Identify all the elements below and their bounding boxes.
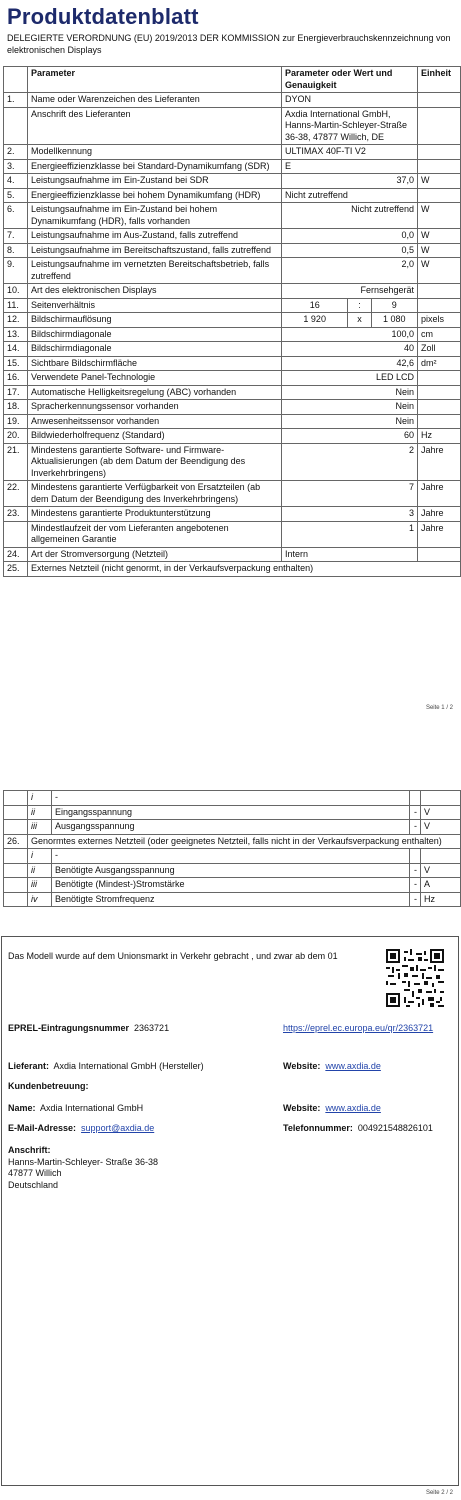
row-unit: W xyxy=(418,174,461,189)
table-row xyxy=(4,562,461,577)
row-number: 4. xyxy=(4,174,28,189)
table-row xyxy=(4,258,461,284)
website-label: Website: xyxy=(283,1061,321,1071)
table-row xyxy=(4,521,461,547)
table-row xyxy=(4,443,461,481)
row-value: Nein xyxy=(282,400,418,415)
page-number-2: Seite 2 / 2 xyxy=(425,1490,453,1496)
name-label: Name: xyxy=(8,1103,36,1113)
row-number xyxy=(4,863,28,878)
row-number xyxy=(4,820,28,835)
row-parameter: Bildschirmdiagonale xyxy=(28,327,282,342)
row-unit: cm xyxy=(418,327,461,342)
row-number: 6. xyxy=(4,203,28,229)
row-value: Nein xyxy=(282,385,418,400)
eprel-link[interactable]: https://eprel.ec.europa.eu/qr/2363721 xyxy=(283,1023,434,1033)
supplier-value: Axdia International GmbH (Hersteller) xyxy=(53,1061,204,1071)
row-number: 11. xyxy=(4,298,28,313)
row-parameter: Eingangsspannung xyxy=(52,805,410,820)
row-value: 2,0 xyxy=(282,258,418,284)
table-row xyxy=(4,791,461,806)
table-row xyxy=(4,298,461,313)
row-number: 21. xyxy=(4,443,28,481)
row-parameter: Bildschirmdiagonale xyxy=(28,342,282,357)
row-number: 13. xyxy=(4,327,28,342)
table-row xyxy=(4,385,461,400)
table-row xyxy=(4,863,461,878)
row-parameter: Leistungsaufnahme im Ein-Zustand bei SDR xyxy=(28,174,282,189)
row-number: 7. xyxy=(4,229,28,244)
row-parameter: Benötigte (Mindest-)Stromstärke xyxy=(52,878,410,893)
supplier-label: Lieferant: xyxy=(8,1061,50,1071)
row-unit: Jahre xyxy=(418,443,461,481)
row-roman: i xyxy=(28,791,52,806)
page-number: Seite 1 / 2 xyxy=(425,705,453,711)
table-row xyxy=(4,820,461,835)
row-number xyxy=(4,521,28,547)
row-parameter: Mindestlaufzeit der vom Lieferanten angebotenen allgemeinen Garantie xyxy=(28,521,282,547)
row-value: 60 xyxy=(282,429,418,444)
row-parameter: Mindestens garantierte Software- und Firmware-Aktualisierungen (ab dem Datum der Beendigung des Inverkehrbringens) xyxy=(28,443,282,481)
eprel-row xyxy=(8,1023,169,1035)
page-subtitle: DELEGIERTE VERORDNUNG (EU) 2019/2013 DER KOMMISSION zur Energieverbrauchskennzeichnung von elektronischen Displays xyxy=(7,33,451,55)
table-row xyxy=(4,229,461,244)
table-row xyxy=(4,400,461,415)
table-row xyxy=(4,547,461,562)
row-unit xyxy=(418,414,461,429)
row-unit xyxy=(418,159,461,174)
table-row xyxy=(4,805,461,820)
row-number: 14. xyxy=(4,342,28,357)
row-number: 17. xyxy=(4,385,28,400)
row-unit: A xyxy=(421,878,461,893)
row-number: 18. xyxy=(4,400,28,415)
phone-label: Telefonnummer: xyxy=(283,1123,353,1133)
value-part: 9 xyxy=(391,299,397,310)
row-parameter: Externes Netzteil (nicht genormt, in der Verkaufsverpackung enthalten) xyxy=(28,562,461,577)
row-unit xyxy=(418,145,461,160)
row-parameter: Mindestens garantierte Produktunterstützung xyxy=(28,507,282,522)
table-row xyxy=(4,414,461,429)
row-value: Nicht zutreffend xyxy=(282,203,418,229)
row-unit: Jahre xyxy=(418,507,461,522)
row-parameter: Verwendete Panel-Technologie xyxy=(28,371,282,386)
row-value: Nicht zutreffend xyxy=(282,188,418,203)
row-value: DYON xyxy=(282,93,418,108)
row-parameter: Modellkennung xyxy=(28,145,282,160)
email-link[interactable]: support@axdia.de xyxy=(81,1123,155,1133)
address-line: Deutschland xyxy=(8,1179,59,1190)
row-number: 15. xyxy=(4,356,28,371)
row-value: 2 xyxy=(282,443,418,481)
row-parameter: Benötigte Stromfrequenz xyxy=(52,892,410,907)
row-number: 5. xyxy=(4,188,28,203)
row-number xyxy=(4,849,28,864)
row-number: 23. xyxy=(4,507,28,522)
page-title: Produktdatenblatt xyxy=(7,4,199,29)
row-parameter: Energieeffizienzklasse bei Standard-Dynamikumfang (SDR) xyxy=(28,159,282,174)
row-parameter: Art des elektronischen Displays xyxy=(28,284,282,299)
value-separator: x xyxy=(348,313,371,327)
row-roman: iv xyxy=(28,892,52,907)
eprel-label: EPREL-Eintragungsnummer xyxy=(8,1023,130,1033)
row-parameter: - xyxy=(52,849,410,864)
row-number xyxy=(4,878,28,893)
row-unit: W xyxy=(418,258,461,284)
row-unit: W xyxy=(418,203,461,229)
email-label: E-Mail-Adresse: xyxy=(8,1123,77,1133)
row-parameter: Art der Stromversorgung (Netzteil) xyxy=(28,547,282,562)
table-row xyxy=(4,243,461,258)
row-number: 3. xyxy=(4,159,28,174)
row-value: 1 xyxy=(282,521,418,547)
row-number: 25. xyxy=(4,562,28,577)
power-supply-table xyxy=(3,790,461,907)
row-parameter: - xyxy=(52,791,410,806)
address-line: 47877 Willich xyxy=(8,1168,62,1178)
website2-row xyxy=(283,1103,381,1115)
table-row xyxy=(4,892,461,907)
row-value: 7 xyxy=(282,481,418,507)
row-roman: iii xyxy=(28,820,52,835)
row-value: Fernsehgerät xyxy=(282,284,418,299)
row-unit: Hz xyxy=(421,892,461,907)
row-unit xyxy=(418,400,461,415)
row-value: - xyxy=(410,863,421,878)
row-parameter: Bildwiederholfrequenz (Standard) xyxy=(28,429,282,444)
row-value: 40 xyxy=(282,342,418,357)
website2-label: Website: xyxy=(283,1103,321,1113)
row-number: 20. xyxy=(4,429,28,444)
header-unit: Einheit xyxy=(418,67,461,93)
table-row xyxy=(4,342,461,357)
supplier-row xyxy=(8,1061,204,1073)
header-value: Parameter oder Wert und Genauigkeit xyxy=(282,67,418,93)
row-parameter: Leistungsaufnahme im Ein-Zustand bei hohem Dynamikumfang (HDR), falls vorhanden xyxy=(28,203,282,229)
customer-service-label: Kundenbetreuung: xyxy=(8,1081,89,1091)
row-parameter: Bildschirmauflösung xyxy=(28,313,282,328)
row-unit: V xyxy=(421,863,461,878)
email-row xyxy=(8,1123,154,1135)
page-header xyxy=(7,4,457,56)
market-text: Das Modell wurde auf dem Unionsmarkt in Verkehr gebracht , und zwar ab dem 01 xyxy=(8,951,338,961)
row-number: 9. xyxy=(4,258,28,284)
row-parameter: Benötigte Ausgangsspannung xyxy=(52,863,410,878)
table-row xyxy=(4,93,461,108)
table-row xyxy=(4,313,461,328)
row-parameter: Energieeffizienzklasse bei hohem Dynamikumfang (HDR) xyxy=(28,188,282,203)
table-row xyxy=(4,145,461,160)
table-row xyxy=(4,507,461,522)
row-roman: i xyxy=(28,849,52,864)
row-value: 0,0 xyxy=(282,229,418,244)
row-value: ULTIMAX 40F-TI V2 xyxy=(282,145,418,160)
split-row xyxy=(282,299,417,313)
row-roman: ii xyxy=(28,863,52,878)
table-row xyxy=(4,107,461,145)
row-unit xyxy=(418,298,461,313)
row-parameter: Leistungsaufnahme im Aus-Zustand, falls zutreffend xyxy=(28,229,282,244)
row-unit xyxy=(418,371,461,386)
row-number: 8. xyxy=(4,243,28,258)
table-row xyxy=(4,878,461,893)
row-number: 19. xyxy=(4,414,28,429)
row-unit: dm² xyxy=(418,356,461,371)
row-value xyxy=(282,298,418,313)
row-value: - xyxy=(410,878,421,893)
row-parameter: Mindestens garantierte Verfügbarkeit von Ersatzteilen (ab dem Datum der Beendigung des Inverkehrbringens) xyxy=(28,481,282,507)
row-unit xyxy=(418,93,461,108)
split-row xyxy=(282,313,417,327)
table-row xyxy=(4,174,461,189)
website-row xyxy=(283,1061,381,1073)
name-row xyxy=(8,1103,143,1115)
table-row xyxy=(4,849,461,864)
website2-link[interactable]: www.axdia.de xyxy=(325,1103,381,1113)
table-row xyxy=(4,203,461,229)
qr-code-icon xyxy=(386,949,444,1007)
row-unit: pixels xyxy=(418,313,461,328)
row-value: Axdia International GmbH, Hanns-Martin-Schleyer-Straße 36-38, 47877 Willich, DE xyxy=(282,107,418,145)
row-number xyxy=(4,892,28,907)
table-row xyxy=(4,371,461,386)
row-unit xyxy=(418,188,461,203)
website-link[interactable]: www.axdia.de xyxy=(325,1061,381,1071)
supplier-info-box xyxy=(1,936,459,1486)
row-parameter: Sichtbare Bildschirmfläche xyxy=(28,356,282,371)
row-parameter: Leistungsaufnahme im vernetzten Bereitschaftsbetrieb, falls zutreffend xyxy=(28,258,282,284)
row-number: 24. xyxy=(4,547,28,562)
row-unit xyxy=(421,849,461,864)
row-value: E xyxy=(282,159,418,174)
address-block xyxy=(8,1145,158,1191)
row-number: 12. xyxy=(4,313,28,328)
row-value: Nein xyxy=(282,414,418,429)
table-header-row xyxy=(4,67,461,93)
table-row xyxy=(4,834,461,849)
row-parameter: Name oder Warenzeichen des Lieferanten xyxy=(28,93,282,108)
row-value: 42,6 xyxy=(282,356,418,371)
row-value: - xyxy=(410,892,421,907)
address-line: Hanns-Martin-Schleyer- Straße 36-38 xyxy=(8,1156,159,1167)
eprel-number: 2363721 xyxy=(134,1023,170,1033)
row-value xyxy=(410,791,421,806)
row-parameter: Spracherkennungssensor vorhanden xyxy=(28,400,282,415)
row-unit xyxy=(418,385,461,400)
row-roman: iii xyxy=(28,878,52,893)
split-value xyxy=(282,299,417,313)
row-value xyxy=(282,313,418,328)
value-separator: : xyxy=(348,299,371,313)
table-row xyxy=(4,284,461,299)
row-value: Intern xyxy=(282,547,418,562)
row-unit xyxy=(421,791,461,806)
row-number: 26. xyxy=(4,834,28,849)
row-number xyxy=(4,791,28,806)
row-roman: ii xyxy=(28,805,52,820)
row-value: 0,5 xyxy=(282,243,418,258)
row-number: 1. xyxy=(4,93,28,108)
value-part: 16 xyxy=(282,299,348,313)
table-row xyxy=(4,327,461,342)
table-row xyxy=(4,159,461,174)
row-number xyxy=(4,805,28,820)
row-parameter: Leistungsaufnahme im Bereitschaftszustand, falls zutreffend xyxy=(28,243,282,258)
row-number xyxy=(4,107,28,145)
table-row xyxy=(4,481,461,507)
row-value: 100,0 xyxy=(282,327,418,342)
row-value: - xyxy=(410,820,421,835)
row-value: - xyxy=(410,805,421,820)
row-unit: W xyxy=(418,229,461,244)
split-value xyxy=(282,313,417,327)
row-number: 2. xyxy=(4,145,28,160)
product-data-table xyxy=(3,66,461,577)
row-unit: Jahre xyxy=(418,481,461,507)
row-unit: V xyxy=(421,820,461,835)
row-unit: W xyxy=(418,243,461,258)
row-number: 16. xyxy=(4,371,28,386)
row-value xyxy=(410,849,421,864)
row-parameter: Ausgangsspannung xyxy=(52,820,410,835)
row-unit: Hz xyxy=(418,429,461,444)
row-value: 37,0 xyxy=(282,174,418,189)
row-number: 10. xyxy=(4,284,28,299)
row-value: LED LCD xyxy=(282,371,418,386)
table-row xyxy=(4,188,461,203)
row-parameter: Genormtes externes Netzteil (oder geeignetes Netzteil, falls nicht in der Verkaufsverpackung enthalten) xyxy=(28,834,461,849)
row-unit xyxy=(418,107,461,145)
address-label: Anschrift: xyxy=(8,1145,51,1155)
value-part: 1 080 xyxy=(383,314,406,324)
row-unit xyxy=(418,284,461,299)
header-parameter: Parameter xyxy=(28,67,282,93)
table-row xyxy=(4,356,461,371)
row-unit: Zoll xyxy=(418,342,461,357)
value-part: 1 920 xyxy=(282,313,348,327)
name-value: Axdia International GmbH xyxy=(40,1103,144,1113)
row-value: 3 xyxy=(282,507,418,522)
phone-value: 004921548826101 xyxy=(357,1123,433,1133)
table-row xyxy=(4,429,461,444)
row-unit: Jahre xyxy=(418,521,461,547)
row-unit: V xyxy=(421,805,461,820)
phone-row xyxy=(283,1123,433,1135)
row-number: 22. xyxy=(4,481,28,507)
row-parameter: Seitenverhältnis xyxy=(28,298,282,313)
row-parameter: Anschrift des Lieferanten xyxy=(28,107,282,145)
row-parameter: Automatische Helligkeitsregelung (ABC) vorhanden xyxy=(28,385,282,400)
row-unit xyxy=(418,547,461,562)
row-parameter: Anwesenheitssensor vorhanden xyxy=(28,414,282,429)
